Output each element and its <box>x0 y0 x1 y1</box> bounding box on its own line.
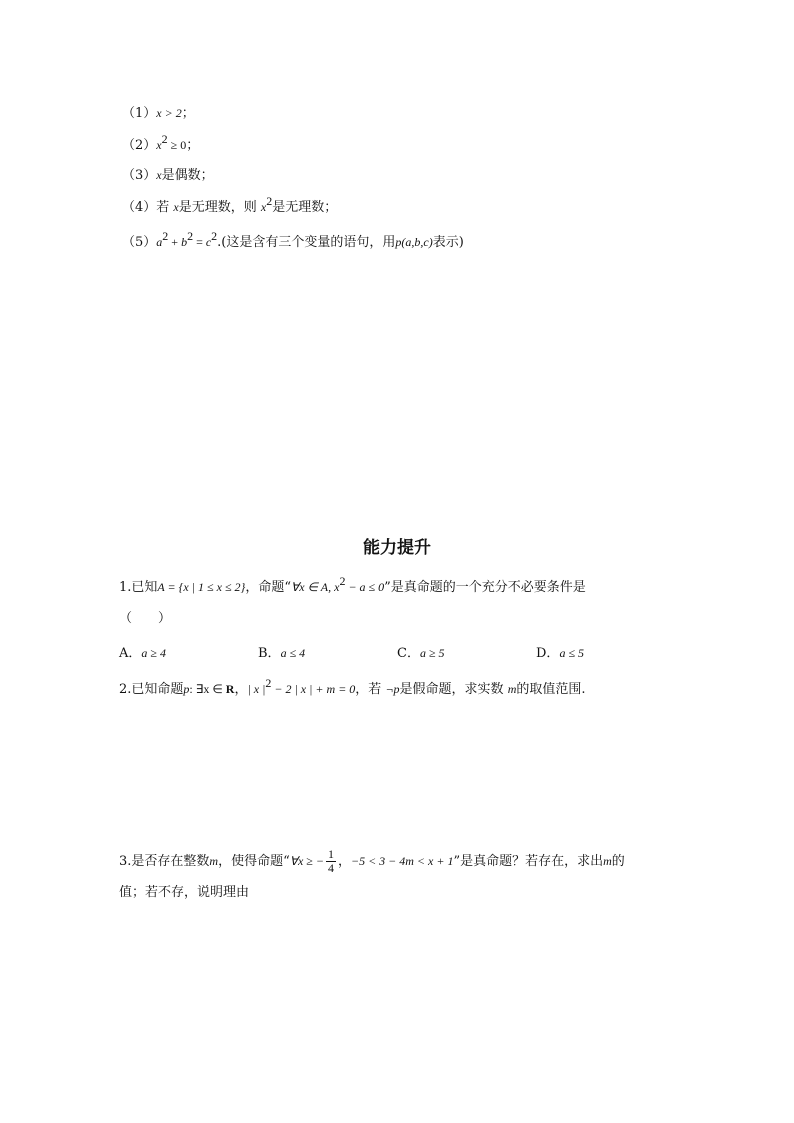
q3-m: m <box>209 854 219 868</box>
item-1 <box>122 104 195 123</box>
option-a <box>119 644 166 663</box>
q2-p: p <box>183 682 190 696</box>
q1-set: A = {x | 1 ≤ x ≤ 2} <box>157 580 246 594</box>
item-text: 是无理数； <box>272 200 338 215</box>
q1-post: ”是真命题的一个充分不必要条件是 <box>384 580 586 595</box>
q2-eq: − 2 | x | + m = 0 <box>271 682 356 696</box>
item-var: x <box>156 168 162 182</box>
q1-prop-exp: 2 <box>339 574 346 588</box>
q2-pre: 2.已知命题 <box>119 682 184 697</box>
item-2 <box>122 132 200 155</box>
q2-mid: ，若 <box>355 682 386 697</box>
item-5 <box>122 229 464 252</box>
fraction-numerator: 1 <box>327 847 334 861</box>
q2-m: m <box>507 682 517 696</box>
option-letter: C． <box>397 646 420 661</box>
q3-inequality: −5 < 3 − 4m < x + 1 <box>350 854 454 868</box>
q3-post: ”是真命题？若存在，求出 <box>453 854 604 869</box>
item-var: c <box>205 235 212 249</box>
option-math: a ≤ 5 <box>559 646 585 660</box>
q2-end: 的取值范围. <box>516 682 586 697</box>
q2-eq: | x | <box>247 682 266 696</box>
q2-comma: ， <box>234 682 248 697</box>
q3-end: 的 <box>611 854 625 869</box>
option-letter: D． <box>536 646 560 661</box>
item-label: （5） <box>122 235 157 250</box>
item-var: x <box>260 200 267 214</box>
q3-forall: ∀x ≥ − <box>289 854 324 868</box>
q2-exists: : ∃x ∈ <box>189 682 226 696</box>
option-d <box>536 644 584 663</box>
item-op: + <box>168 235 182 249</box>
item-end: ； <box>181 106 195 121</box>
option-b <box>258 644 305 663</box>
item-text: 若 <box>156 200 174 215</box>
item-end: ； <box>186 138 200 153</box>
q1-pre: 1.已知 <box>119 580 158 595</box>
item-var: a <box>156 235 163 249</box>
option-math: a ≥ 5 <box>419 646 445 660</box>
option-c <box>397 644 445 663</box>
option-letter: A． <box>119 646 142 661</box>
option-math: a ≥ 4 <box>141 646 166 660</box>
q1-mid: ，命题“ <box>245 580 291 595</box>
item-op: = <box>193 235 206 249</box>
q1-prop: ∀x ∈ A, x <box>291 580 340 594</box>
q2-eq-exp: 2 <box>265 676 272 690</box>
item-3 <box>122 166 214 185</box>
q2-reals: R <box>225 682 235 696</box>
item-label: （1） <box>122 106 157 121</box>
section-title: 能力提升 <box>363 538 431 558</box>
q3-line-2: 值；若不存，说明理由 <box>119 885 250 900</box>
question-1 <box>119 574 586 597</box>
item-text: 是偶数； <box>161 168 214 183</box>
item-4 <box>122 194 338 217</box>
item-exp: 2 <box>211 229 218 243</box>
item-text: 是无理数，则 <box>178 200 261 215</box>
q3-m: m <box>603 854 612 868</box>
option-letter: B． <box>258 646 281 661</box>
q3-comma: ， <box>337 854 351 869</box>
item-var: x <box>173 200 179 214</box>
item-math-base: x <box>156 138 162 152</box>
item-label: （4） <box>122 200 157 215</box>
item-text: .(这是含有三个变量的语句，用 <box>217 235 396 250</box>
fraction-denominator: 4 <box>327 861 334 875</box>
q1-answer-paren: （ ） <box>119 611 172 626</box>
q3-mid: ，使得命题“ <box>218 854 290 869</box>
item-math-rest: ≥ 0 <box>167 138 187 152</box>
item-label: （3） <box>122 168 157 183</box>
q1-prop: − a ≤ 0 <box>345 580 385 594</box>
q3-pre: 3.是否存在整数 <box>119 854 210 869</box>
item-label: （2） <box>122 138 157 153</box>
question-2 <box>119 676 586 699</box>
item-var: b <box>181 235 188 249</box>
q2-negp: ¬p <box>385 682 400 696</box>
item-exp: 2 <box>162 229 169 243</box>
option-math: a ≤ 4 <box>280 646 306 660</box>
item-func: p(a,b,c) <box>395 235 433 249</box>
item-text: 表示) <box>432 235 464 250</box>
item-math: x > 2 <box>156 106 182 120</box>
item-math-exp: 2 <box>161 132 168 146</box>
item-exp: 2 <box>187 229 194 243</box>
q3-fraction <box>326 848 336 875</box>
question-3 <box>119 846 625 877</box>
q2-post: 是假命题，求实数 <box>399 682 508 697</box>
item-exp: 2 <box>266 194 273 208</box>
